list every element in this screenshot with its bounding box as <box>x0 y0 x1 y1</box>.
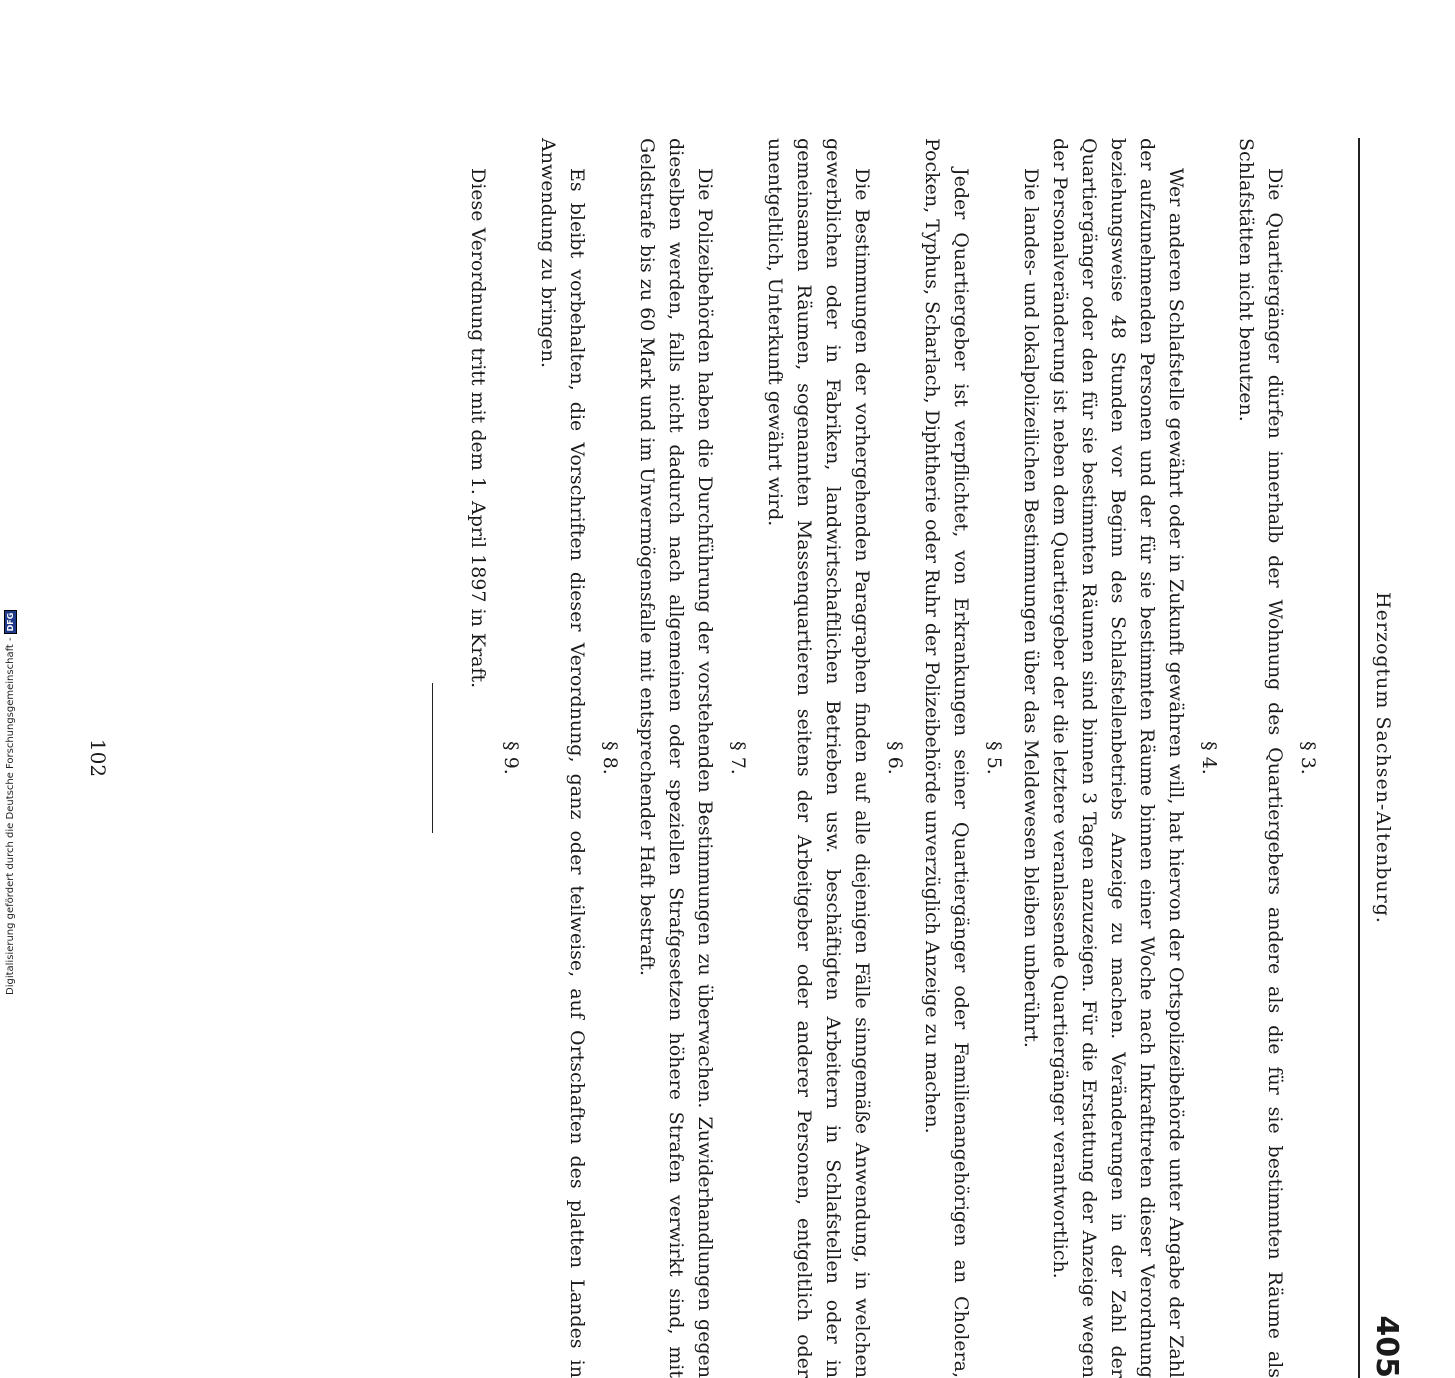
section-8-heading: § 8. <box>599 741 621 775</box>
section-7-text: Die Polizeibehörden haben die Durchführung der vorstehenden Bestimmungen zu überwachen. Zuwiderhandlungen gegen dieselben werden, falls nicht dadurch nach allgemeinen oder speziellen Strafgesetzen höhere Strafen verwirkt sind, mit Geldstrafe bis zu 60 Mark und im Unvermögensfalle mit entsprechender Haft bestraft. <box>636 138 716 1378</box>
folio-number: 102 <box>86 738 110 778</box>
credit-text: Digitalisierung gefördert durch die Deutsche Forschungsgemeinschaft - <box>5 637 16 995</box>
running-title: Herzogtum Sachsen-Altenburg. <box>1372 592 1394 924</box>
section-6-heading: § 6. <box>884 741 906 775</box>
section-3-text: Die Quartiergänger dürfen innerhalb der Wohnung des Quartiergebers andere als die für sie bestimmten Räume als Schlafstätten nicht benutzen. <box>1235 138 1286 1378</box>
section-5-text: Jeder Quartiergeber ist verpflichtet, von Erkrankungen seiner Quartiergänger oder Familienangehörigen an Cholera, Pocken, Typhus, Scharlach, Diphtherie oder Ruhr der Polizeibehörde unverzüglich Anzeige zu machen. <box>921 138 972 1378</box>
rotated-page <box>70 138 1404 1378</box>
section-6-text: Die Bestimmungen der vorhergehenden Paragraphen finden auf alle diejenigen Fälle sinngemäße Anwendung, in welchen gewerblichen oder in Fabriken, landwirtschaftlichen Betrieben usw. beschäftigten Arbeitern in Schlafstellen oder in gemeinsamen Räumen, sogenannten Massenquartieren seitens der Arbeitgeber oder anderer Personen, entgeltlich oder unentgeltlich, Unterkunft gewährt wird. <box>764 138 873 1378</box>
section-3-heading: § 3. <box>1297 741 1319 775</box>
section-4-paragraph-2: Die landes- und lokalpolizeilichen Bestimmungen über das Meldewesen bleiben unberührt. <box>1020 168 1042 1048</box>
digitization-credit <box>4 610 17 995</box>
section-4-heading: § 4. <box>1198 741 1220 775</box>
section-9-text: Diese Verordnung tritt mit dem 1. April 1897 in Kraft. <box>467 168 489 689</box>
dfg-logo-icon: DFG <box>4 610 17 635</box>
section-9-heading: § 9. <box>500 741 522 775</box>
section-8-text: Es bleibt vorbehalten, die Vorschriften dieser Verordnung, ganz oder teilweise, auf Ortschaften des platten Landes in Anwendung zu bringen. <box>537 138 588 1378</box>
section-5-heading: § 5. <box>983 741 1005 775</box>
page-number: 405 <box>1369 1315 1404 1378</box>
running-header <box>1358 138 1404 1378</box>
section-4-paragraph-1: Wer anderen Schlafstelle gewährt oder in Zukunft gewähren will, hat hiervon der Ortspolizeibehörde unter Angabe der Zahl der aufzunehmenden Personen und der für sie bestimmten Räume binnen einer Woche nach Inkrafttreten dieser Verordnung beziehungsweise 48 Stunden vor Beginn des Schlafstellenbetriebs Anzeige zu machen. Veränderungen in der Zahl der Quartiergänger oder den für sie bestimmten Räumen sind binnen 3 Tagen anzuzeigen. Für die Erstattung der Anzeige wegen der Personalveränderung ist neben dem Quartiergeber der die letztere veranlassende Quartiergänger verantwortlich. <box>1049 138 1187 1378</box>
section-7-heading: § 7. <box>727 741 749 775</box>
closing-rule <box>432 683 433 833</box>
document-body <box>402 138 1330 1378</box>
